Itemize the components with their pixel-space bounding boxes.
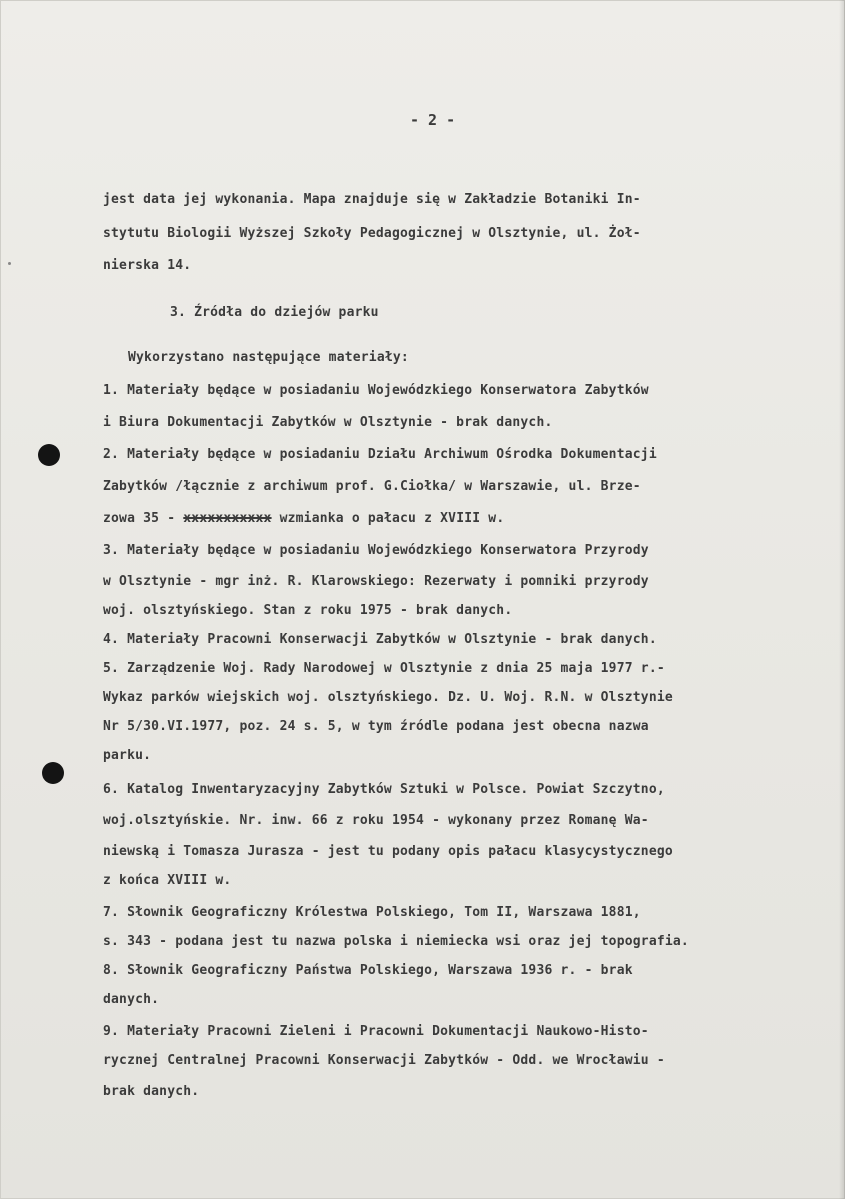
list-item-text: zowa 35 - [103, 511, 184, 526]
struck-text: xxxxxxxxxxx [183, 511, 272, 526]
intro-line: jest data jej wykonania. Mapa znajduje się w Zakładzie Botaniki In- [103, 192, 641, 207]
list-item-line: brak danych. [103, 1084, 200, 1099]
intro-line: stytutu Biologii Wyższej Szkoły Pedagogicznej w Olsztynie, ul. Żoł- [103, 226, 641, 241]
list-item-line: Nr 5/30.VI.1977, poz. 24 s. 5, w tym źródle podana jest obecna nazwa [103, 719, 649, 734]
intro-line: nierska 14. [103, 258, 192, 273]
page-number: - 2 - [410, 111, 456, 129]
list-item-line: woj. olsztyńskiego. Stan z roku 1975 - brak danych. [103, 603, 513, 618]
lead-line: Wykorzystano następujące materiały: [128, 350, 409, 365]
list-item-line: woj.olsztyńskie. Nr. inw. 66 z roku 1954 - wykonany przez Romanę Wa- [103, 813, 649, 828]
list-item-line [103, 510, 504, 528]
list-item-line: w Olsztynie - mgr inż. R. Klarowskiego: Rezerwaty i pomniki przyrody [103, 574, 649, 589]
list-item-line: 7. Słownik Geograficzny Królestwa Polskiego, Tom II, Warszawa 1881, [103, 905, 641, 920]
list-item-line: rycznej Centralnej Pracowni Konserwacji Zabytków - Odd. we Wrocławiu - [103, 1053, 665, 1068]
list-item-line: parku. [103, 748, 152, 763]
list-item-line: 9. Materiały Pracowni Zieleni i Pracowni Dokumentacji Naukowo-Histo- [103, 1024, 649, 1039]
list-item-line: 1. Materiały będące w posiadaniu Wojewódzkiego Konserwatora Zabytków [103, 383, 649, 398]
list-item-line: 8. Słownik Geograficzny Państwa Polskiego, Warszawa 1936 r. - brak [103, 963, 633, 978]
list-item-line: danych. [103, 992, 160, 1007]
list-item-line: z końca XVIII w. [103, 873, 232, 888]
list-item-line: i Biura Dokumentacji Zabytków w Olsztynie - brak danych. [103, 415, 553, 430]
list-item-line: 4. Materiały Pracowni Konserwacji Zabytków w Olsztynie - brak danych. [103, 632, 657, 647]
list-item-line: 2. Materiały będące w posiadaniu Działu Archiwum Ośrodka Dokumentacji [103, 447, 657, 462]
list-item-line: Zabytków /łącznie z archiwum prof. G.Ciołka/ w Warszawie, ul. Brze- [103, 479, 641, 494]
list-item-text: wzmianka o pałacu z XVIII w. [271, 511, 505, 526]
list-item-line: 6. Katalog Inwentaryzacyjny Zabytków Sztuki w Polsce. Powiat Szczytno, [103, 782, 665, 797]
section-heading: 3. Źródła do dziejów parku [170, 305, 379, 320]
list-item-line: Wykaz parków wiejskich woj. olsztyńskiego. Dz. U. Woj. R.N. w Olsztynie [103, 690, 673, 705]
list-item-line: s. 343 - podana jest tu nazwa polska i niemiecka wsi oraz jej topografia. [103, 934, 689, 949]
list-item-line: 5. Zarządzenie Woj. Rady Narodowej w Olsztynie z dnia 25 maja 1977 r.- [103, 661, 665, 676]
list-item-line: niewską i Tomasza Jurasza - jest tu podany opis pałacu klasycystycznego [103, 844, 673, 859]
list-item-line: 3. Materiały będące w posiadaniu Wojewódzkiego Konserwatora Przyrody [103, 543, 649, 558]
